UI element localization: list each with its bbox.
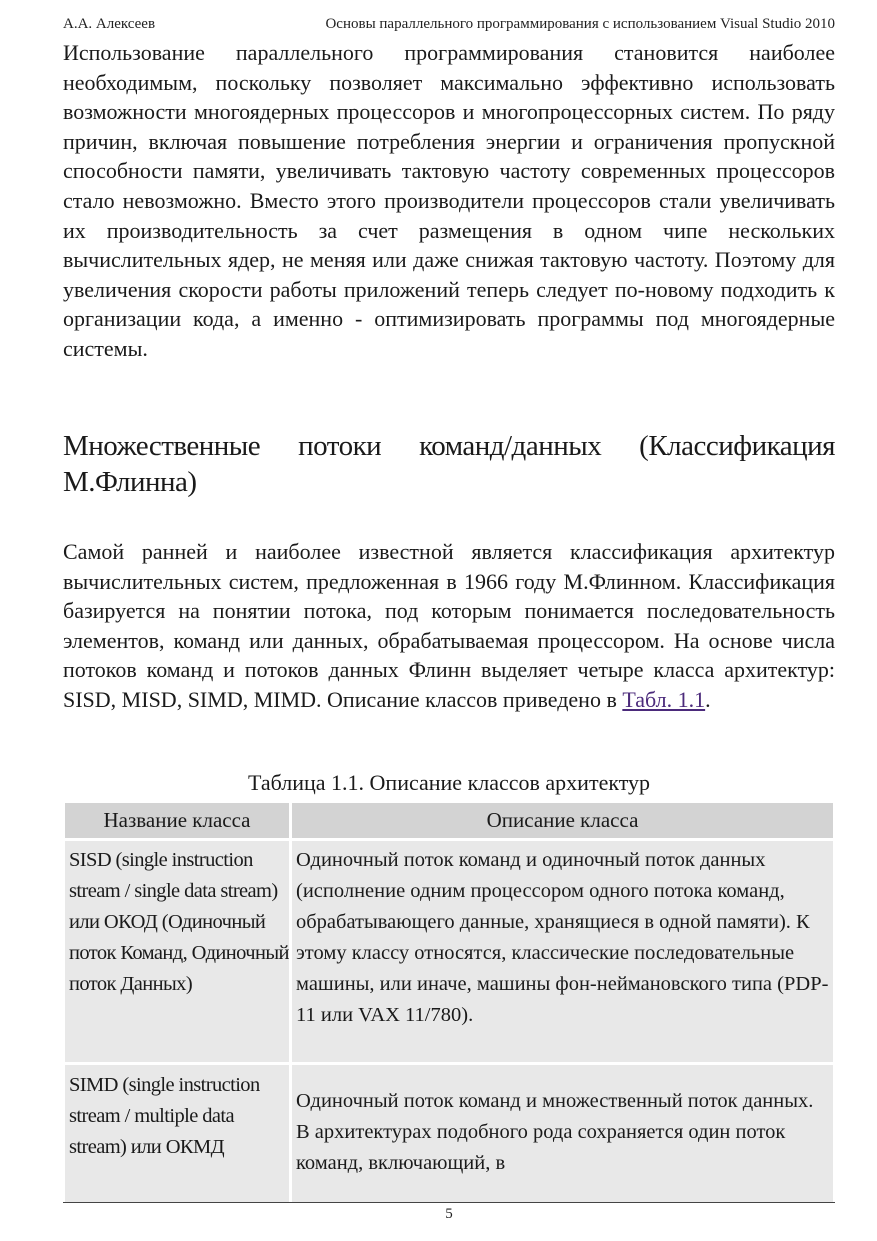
section-paragraph-text: Самой ранней и наиболее известной является классификация архитектур вычислительных систем, предложенная в 1966 году М.Флинном. Классификация базируется на понятии потока, под которым понимается последовательность элементов, команд или данных, обрабатываемая процессором. На основе числа потоков команд и потоков данных Флинн выделяет четыре класса архитектур: SISD, MISD, SIMD, MIMD. Описание классов приведено в [63, 539, 835, 712]
header-book-title: Основы параллельного программирования с использованием Visual Studio 2010 [325, 16, 835, 32]
intro-paragraph: Использование параллельного программирования становится наиболее необходимым, поскольку позволяет максимально эффективно использовать возможности многоядерных процессоров и многопроцессорных систем. По ряду причин, включая повышение потребления энергии и ограничения пропускной способности памяти, увеличивать тактовую частоту современных процессоров стало невозможно. Вместо этого производители процессоров стали увеличивать их производительность за счет размещения в одном чипе нескольких вычислительных ядер, не меняя или даже снижая тактовую частоту. Поэтому для увеличения скорости работы приложений теперь следует по-новому подходить к организации кода, а именно - оптимизировать программы под многоядерные системы. [63, 40, 835, 361]
table-cell-class-description: Одиночный поток команд и одиночный поток данных (исполнение одним процессором одного потока команд, обрабатывающего данные, хранящиеся в одной памяти). К этому классу относятся, классические последовательные машины, или иначе, машины фон-неймановского типа (PDP-11 или VAX 11/780). [292, 841, 833, 1062]
header-author: А.А. Алексеев [63, 16, 156, 32]
section-heading: Множественные потоки команд/данных (Классификация М.Флинна) [63, 430, 835, 498]
table-cell-class-name: SISD (single instruction stream / single data stream) или ОКОД (Одиночный поток Команд, Одиночный поток Данных) [65, 841, 289, 1062]
table-header-class-description: Описание класса [292, 803, 833, 838]
table-cell-class-name: SIMD (single instruction stream / multiple data stream) или ОКМД [65, 1065, 289, 1202]
table-cell-class-description: Одиночный поток команд и множественный поток данных. В архитектурах подобного рода сохраняется один поток команд, включающий, в [292, 1065, 833, 1202]
table-header-class-name: Название класса [65, 803, 289, 838]
table-header-row [63, 803, 835, 838]
running-header [63, 16, 835, 36]
table-caption: Таблица 1.1. Описание классов архитектур [247, 770, 651, 795]
table-row [63, 1065, 835, 1202]
table-row [63, 841, 835, 1062]
section-paragraph [63, 537, 835, 715]
table-reference-link[interactable]: Табл. 1.1 [622, 686, 706, 712]
architecture-classes-table [63, 801, 835, 1203]
section-paragraph-end: . [705, 686, 711, 712]
page-number: 5 [445, 1206, 453, 1222]
